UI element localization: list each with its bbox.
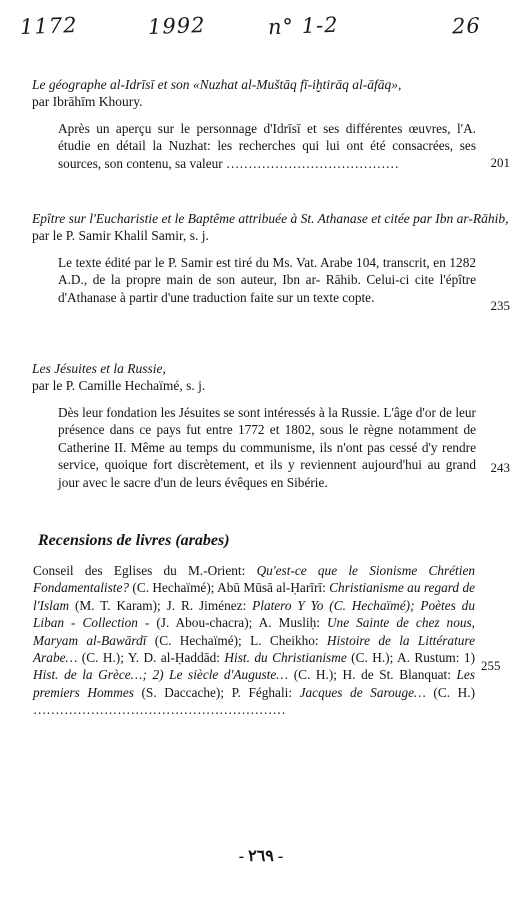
entry-author: par Ibrāhīm Khoury. bbox=[32, 94, 143, 109]
entry-title: Epître sur l'Eucharistie et le Baptême attribuée à St. Athanase et citée par Ibn ar-Rāhib, bbox=[32, 211, 509, 226]
handwritten-mark: 26 bbox=[451, 13, 482, 39]
review-text: (C. H.); A. Rustum: 1) bbox=[346, 650, 475, 666]
entry-page-number: 243 bbox=[490, 460, 510, 475]
review-text: - (J. Abou-chacra); A. Musliḥ: bbox=[137, 615, 327, 631]
reviews-page-number: 255 bbox=[481, 658, 501, 673]
review-text: (C. Hechaïmé); Abū Mūsā al-Ḥarīrī: bbox=[129, 580, 330, 596]
review-text: (C. Hechaïmé); L. Cheikho: bbox=[146, 632, 327, 648]
review-book-title: Jacques de Sarouge… bbox=[299, 684, 426, 700]
review-book-title: Hist. du Christianisme bbox=[224, 650, 347, 666]
review-book-title: Hist. de la Grèce…; 2) Le siècle d'Auguste… bbox=[33, 667, 289, 683]
review-text: (C. H.) ………………………………………………… bbox=[33, 684, 475, 718]
entry-page-number: 201 bbox=[490, 155, 510, 170]
entry-summary: Après un aperçu sur le personnage d'Idrīsī et ses différentes œuvres, l'A. étudie en détail la Nuzhat: les recherches qui lui ont été consacrées, ses sources, son contenu, sa valeur ………………………………… bbox=[58, 121, 476, 171]
handwritten-ref-number: 1172 bbox=[19, 13, 78, 39]
toc-entry-idrisi bbox=[32, 76, 510, 172]
review-text: Conseil des Eglises du M.-Orient: bbox=[33, 563, 257, 578]
reviews-list bbox=[33, 562, 475, 719]
toc-entry-eucharistie bbox=[32, 210, 510, 313]
review-book-title: Christianisme au regard de l'Islam bbox=[33, 580, 476, 613]
handwritten-year: 1992 bbox=[147, 13, 206, 39]
entry-summary: Dès leur fondation les Jésuites se sont intéressés à la Russie. L'âge d'or de leur présence dans ce pays fut entre 1772 et 1802, sous le règne notamment de Catherine II. Même au temps du communisme, ils n'ont pas cessé d'y rendre service, quoique fort discrètement, et ils y reviennent aujourd'hui au grand jour avec le sacre d'un de leurs évêques en Sibérie. bbox=[58, 405, 476, 490]
footer-page-number: - ٢٦٩ - bbox=[238, 848, 284, 865]
toc-entry-jesuites bbox=[32, 360, 510, 491]
entry-title: Le géographe al-Idrīsī et son «Nuzhat al-Muštāq fī-iḫtirāq al-āfāq», bbox=[32, 77, 402, 92]
entry-author: par le P. Samir Khalil Samir, s. j. bbox=[32, 228, 209, 243]
section-heading-reviews: Recensions de livres (arabes) bbox=[38, 532, 230, 549]
handwritten-issue: n° 1-2 bbox=[267, 12, 339, 40]
entry-page-number: 235 bbox=[490, 298, 510, 313]
review-book-title: Histoire de la Littérature Arabe… bbox=[33, 632, 475, 666]
review-book-title: Une Sainte de chez nous, Maryam al-Bawārdī bbox=[33, 615, 475, 648]
entry-summary: Le texte édité par le P. Samir est tiré du Ms. Vat. Arabe 104, transcrit, en 1282 A.D., de la propre main de son auteur, Ibn ar- Rāhib. Celui-ci cite l'épître d'Athanase à partir d'une traduction faite sur un texte copte. bbox=[58, 255, 476, 305]
review-text: (C. H.); Y. D. al-Ḥaddād: bbox=[77, 650, 225, 666]
review-text: (C. H.); H. de St. Blanquat: bbox=[288, 667, 457, 683]
review-book-title: Les premiers Hommes bbox=[33, 667, 476, 700]
entry-title: Les Jésuites et la Russie, bbox=[32, 361, 166, 376]
review-text: (S. Daccache); P. Féghali: bbox=[133, 684, 300, 700]
review-book-title: Platero Y Yo (C. Hechaïmé); Poètes du Liban - Collection bbox=[33, 597, 475, 631]
entry-author: par le P. Camille Hechaïmé, s. j. bbox=[32, 378, 206, 393]
review-text: (M. T. Karam); J. R. Jiménez: bbox=[69, 597, 253, 613]
review-book-title: Qu'est-ce que le Sionisme Chrétien Fondamentaliste? bbox=[33, 563, 475, 596]
